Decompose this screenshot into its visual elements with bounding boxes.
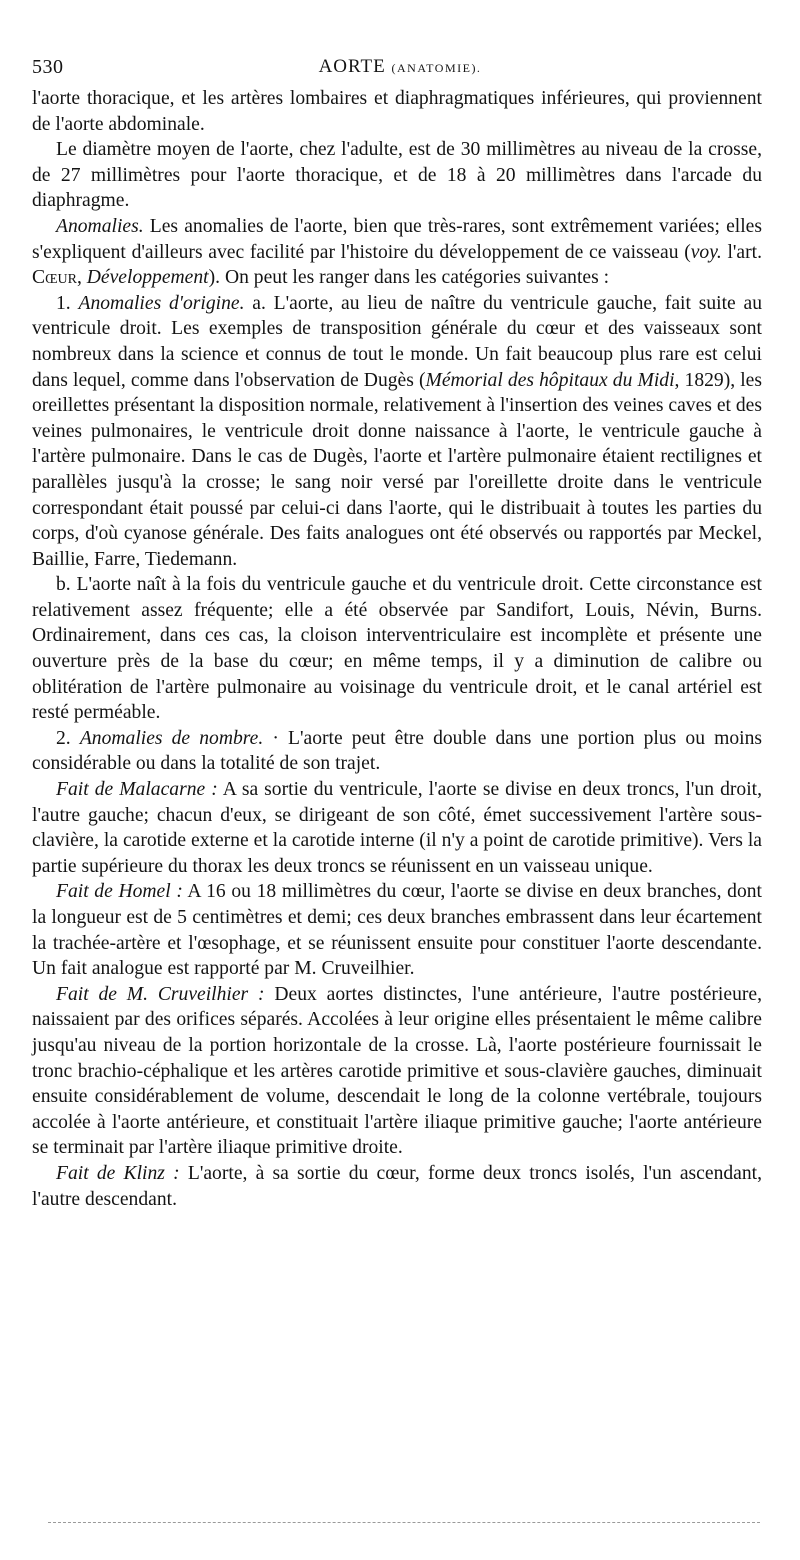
section-number: 2.	[56, 727, 80, 749]
running-header	[32, 56, 768, 82]
paragraph	[32, 982, 762, 1161]
running-title	[32, 56, 768, 78]
section-lead: Anomalies d'origine.	[78, 292, 245, 314]
section-lead: Anomalies de nombre.	[79, 727, 264, 749]
text-run: A 16 ou 18 millimètres du cœur, l'aorte se divise en deux branches, dont la longueur est de 5 centimètres et demi; ces deux branches embrassent dans leur écartement la trachée-artère et l'œsophage, et se réunissent ensuite pour constituer l'aorte descendante. Un fait analogue est rapporté par M. Cruveilhier.	[32, 881, 763, 980]
text-run: , 1829), les oreillettes présentant la disposition normale, relativement à l'insertion des veines caves et des veines pulmonaires, le ventricule droit donne naissance à l'aorte, le ventricule gauche à l'artère pulmonaire. Dans le cas de Dugès, l'aorte et l'artère pulmonaire étaient rectilignes et parallèles jusqu'à la crosse; le sang noir versé par l'oreillette droite dans le ventricule correspondant était poussé par celui-ci dans l'aorte, qui le distribuait à toutes les parties du corps, d'où cyanose générale. Des faits analogues ont été observés ou rapportés par Meckel, Baillie, Farre, Tiedemann.	[32, 369, 763, 570]
text-run: l'art.	[721, 241, 762, 263]
text-run: Les anomalies de l'aorte, bien que très-rares, sont extrêmement variées; elles s'expliquent d'ailleurs avec facilité par l'histoire du développement de ce vaisseau (	[32, 215, 762, 263]
section-lead: Anomalies.	[56, 215, 144, 237]
section-lead: Fait de Homel :	[56, 881, 183, 903]
page-number: 530	[32, 56, 64, 78]
text-run: A sa sortie du ventricule, l'aorte se divise en deux troncs, l'un droit, l'autre gauche; chacun d'eux, se dirigeant de son côté, émet successivement l'artère sous-clavière, la carotide externe et la carotide interne (il n'y a point de carotide primitive). Vers la partie supérieure du thorax les deux troncs se réunissent en un vaisseau unique.	[32, 779, 762, 877]
running-title-main: AORTE	[318, 56, 386, 77]
body-text	[32, 86, 762, 1212]
text-run: Deux aortes distinctes, l'une antérieure, l'autre postérieure, naissaient par des orifices séparés. Accolées à leur origine elles présentaient le même calibre jusqu'au niveau de la portion horizontale de la crosse. Là, l'aorte postérieure fournissait le tronc brachio-céphalique et les artères carotide primitive et sous-clavière gauches, diminuait ensuite considérablement de volume, descendait le long de la colonne vertébrale, toujours accolée à l'aorte antérieure, et constituait l'artère iliaque primitive gauche; l'aorte antérieure se terminait par l'artère iliaque primitive droite.	[32, 983, 762, 1159]
running-title-sub: (ANATOMIE).	[391, 61, 482, 75]
paragraph	[32, 726, 762, 777]
footer-rule	[48, 1522, 760, 1523]
section-lead: Fait de Klinz :	[56, 1162, 180, 1184]
paragraph	[32, 879, 762, 981]
text-run: voy.	[690, 241, 722, 263]
text-run: ). On peut les ranger dans les catégories suivantes :	[208, 267, 610, 289]
paragraph: l'aorte thoracique, et les artères lombaires et diaphragmatiques inférieures, qui proviennent de l'aorte abdominale.	[32, 88, 762, 135]
text-run: a. L'aorte, au lieu de naître du ventricule gauche, fait suite au ventricule droit. Les exemples de transposition générale du cœur et des vaisseaux sont nombreux dans la science et connus de tout le monde. Un fait beaucoup plus rare est celui dans lequel, comme dans l'observation de Dugès (	[32, 292, 762, 391]
cross-reference: Cœur	[32, 267, 77, 289]
paragraph	[32, 777, 762, 879]
section-lead: Fait de Malacarne :	[56, 779, 218, 801]
text-run: · L'aorte peut être double dans une portion plus ou moins considérable ou dans la totalité de son trajet.	[32, 727, 763, 775]
paragraph	[32, 291, 762, 573]
text-run: L'aorte, à sa sortie du cœur, forme deux troncs isolés, l'un ascendant, l'autre descendant.	[32, 1162, 763, 1210]
citation-title: Mémorial des hôpitaux du Midi	[425, 369, 675, 391]
paragraph	[32, 1161, 762, 1212]
section-number: 1.	[56, 292, 79, 314]
paragraph	[32, 214, 762, 291]
section-lead: Fait de M. Cruveilhier :	[56, 983, 265, 1005]
text-run: ,	[76, 267, 87, 289]
paragraph: b. L'aorte naît à la fois du ventricule gauche et du ventricule droit. Cette circonstance est relativement assez fréquente; elle a été observée par Sandifort, Louis, Névin, Burns. Ordinairement, dans ces cas, la cloison interventriculaire est incomplète et présente une ouverture près de la base du cœur; en même temps, il y a diminution de calibre ou oblitération de l'artère pulmonaire au voisinage du ventricule droit, et le canal artériel est resté perméable.	[32, 574, 762, 724]
cross-reference: Développement	[86, 267, 209, 289]
paragraph: Le diamètre moyen de l'aorte, chez l'adulte, est de 30 millimètres au niveau de la crosse, de 27 millimètres pour l'aorte thoracique, et de 18 à 20 millimètres dans l'arcade du diaphragme.	[32, 139, 762, 212]
